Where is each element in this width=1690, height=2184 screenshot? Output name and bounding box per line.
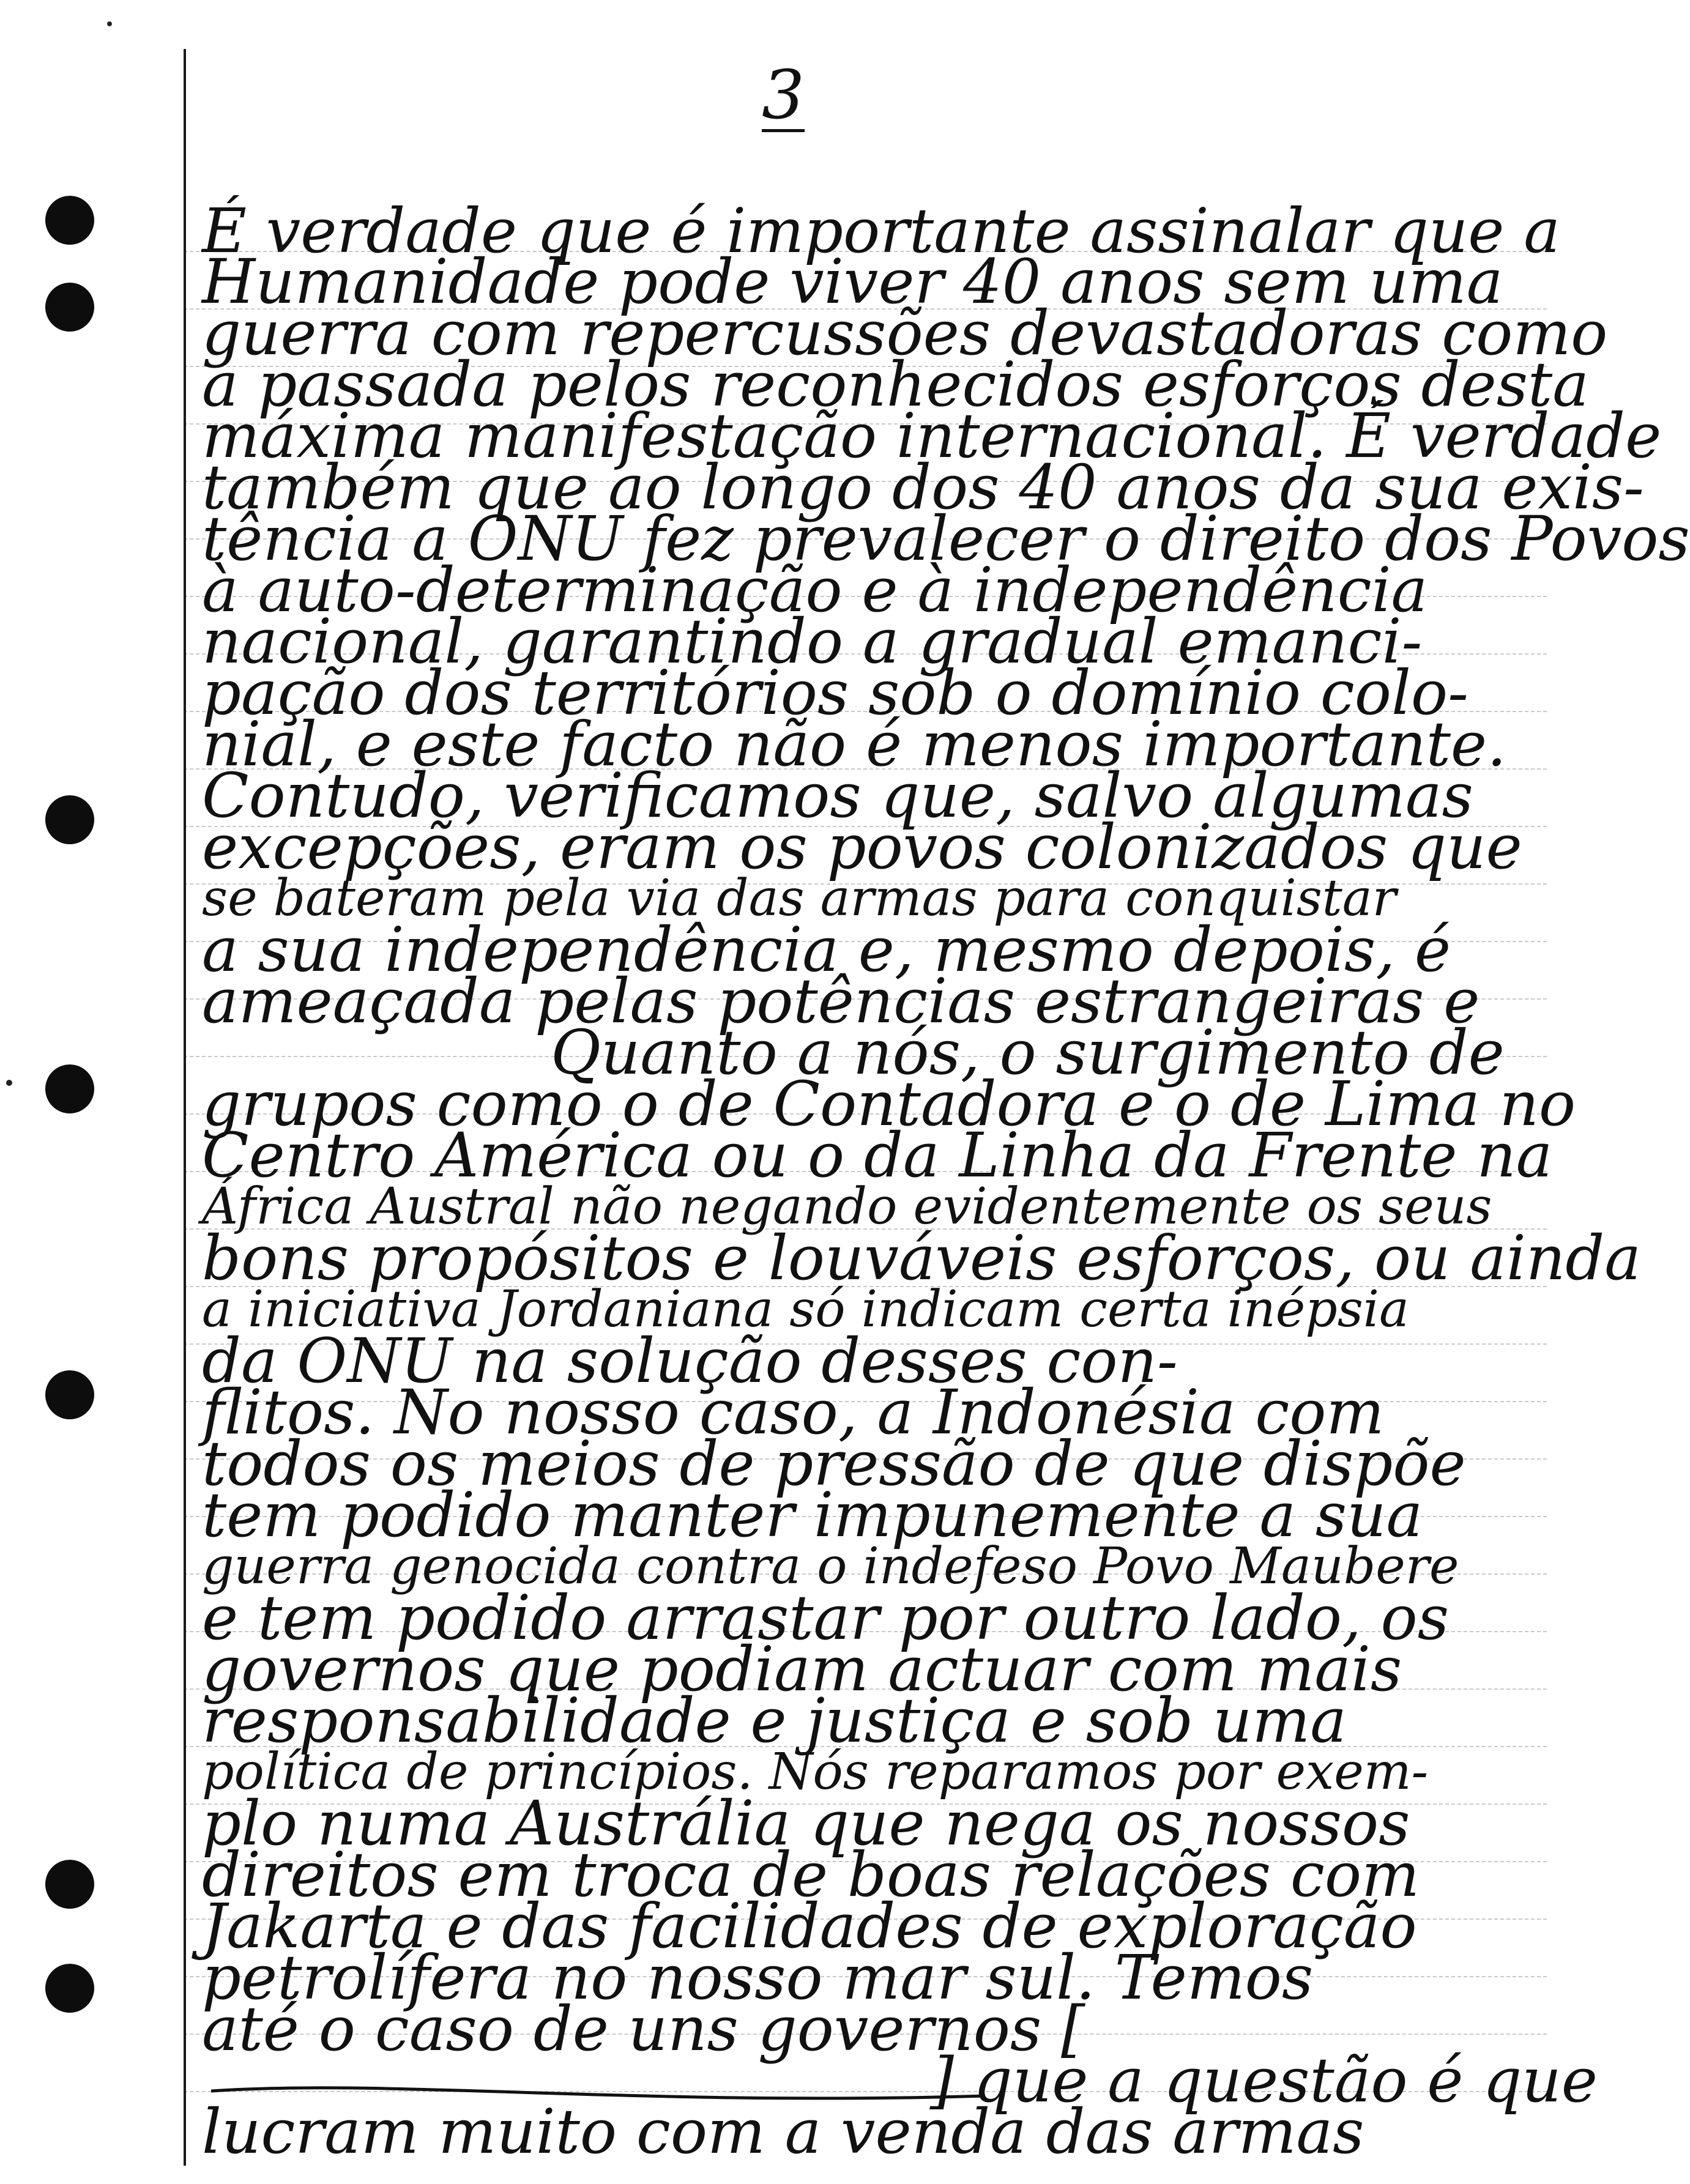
- text-line: nial, e este facto não é menos importante.: [202, 708, 1506, 780]
- text-line: Jakarta e das facilidades de exploração: [202, 1890, 1417, 1962]
- text-line: guerra com repercussões devastadoras como: [202, 297, 1608, 369]
- punch-hole: [45, 283, 94, 332]
- scan-speck: [107, 21, 112, 26]
- punch-hole: [45, 795, 94, 844]
- scan-speck: [6, 1080, 12, 1086]
- text-line: África Austral não negando evidentemente os seus: [202, 1178, 1492, 1236]
- punch-hole: [45, 1860, 94, 1909]
- text-line: a iniciativa Jordaniana só indicam certa inépsia: [202, 1280, 1409, 1339]
- margin-line: [184, 49, 186, 2166]
- text-line: todos os meios de pressão de que dispõe: [202, 1428, 1466, 1499]
- punch-hole: [45, 1370, 94, 1419]
- text-line: e tem podido arrastar por outro lado, os: [202, 1582, 1450, 1654]
- insertion-stroke: [208, 2073, 991, 2109]
- punch-hole: [45, 1064, 94, 1113]
- text-line: pação dos territórios sob o domínio colo-: [202, 657, 1469, 729]
- text-line: tem podido manter impunemente a sua: [202, 1479, 1423, 1551]
- text-line: plo numa Austrália que nega os nossos: [202, 1788, 1410, 1859]
- text-line: à auto-determinação e à independência: [202, 554, 1428, 626]
- text-line: petrolífera no nosso mar sul. Temos: [202, 1942, 1314, 2013]
- text-line: da ONU na solução desses con-: [202, 1325, 1178, 1397]
- text-line: Humanidade pode viver 40 anos sem uma: [202, 246, 1503, 318]
- page-number: 3: [762, 56, 805, 134]
- text-line: a passada pelos reconhecidos esforços desta: [202, 349, 1589, 420]
- text-line: É verdade que é importante assinalar que a: [202, 195, 1560, 267]
- text-line: Centro América ou o da Linha da Frente na: [202, 1120, 1553, 1191]
- text-line: ] que a questão é que: [930, 2045, 1598, 2116]
- text-line: política de princípios. Nós reparamos por exem-: [202, 1743, 1429, 1801]
- text-line: também que ao longo dos 40 anos da sua exis-: [202, 451, 1644, 523]
- punch-hole: [45, 196, 94, 245]
- text-line: se bateram pela via das armas para conquistar: [202, 869, 1396, 927]
- text-line: nacional, garantindo a gradual emanci-: [202, 606, 1423, 677]
- text-line: bons propósitos e louváveis esforços, ou ainda: [202, 1222, 1641, 1294]
- text-line: lucram muito com a venda das armas: [202, 2096, 1364, 2167]
- text-line: direitos em troca de boas relações com: [202, 1839, 1420, 1911]
- text-line: Quanto a nós, o surgimento de: [551, 1017, 1505, 1088]
- text-line: governos que podiam actuar com mais: [202, 1633, 1402, 1705]
- text-line: até o caso de uns governos [: [202, 1993, 1085, 2065]
- text-line: flitos. No nosso caso, a Indonésia com: [202, 1376, 1385, 1448]
- text-line: a sua independência e, mesmo depois, é: [202, 914, 1451, 986]
- text-line: responsabilidade e justiça e sob uma: [202, 1685, 1347, 1756]
- text-line: grupos como o de Contadora e o de Lima no: [202, 1068, 1576, 1140]
- text-line: máxima manifestação internacional. É verdade: [202, 400, 1662, 472]
- text-line: excepções, eram os povos colonizados que: [202, 811, 1522, 883]
- text-line: guerra genocida contra o indefeso Povo Maubere: [202, 1537, 1459, 1595]
- text-line: ameaçada pelas potências estrangeiras e: [202, 965, 1480, 1037]
- punch-hole: [45, 1964, 94, 2013]
- text-line: tência a ONU fez prevalecer o direito dos Povos: [202, 503, 1690, 574]
- text-line: Contudo, verificamos que, salvo algumas: [202, 760, 1473, 831]
